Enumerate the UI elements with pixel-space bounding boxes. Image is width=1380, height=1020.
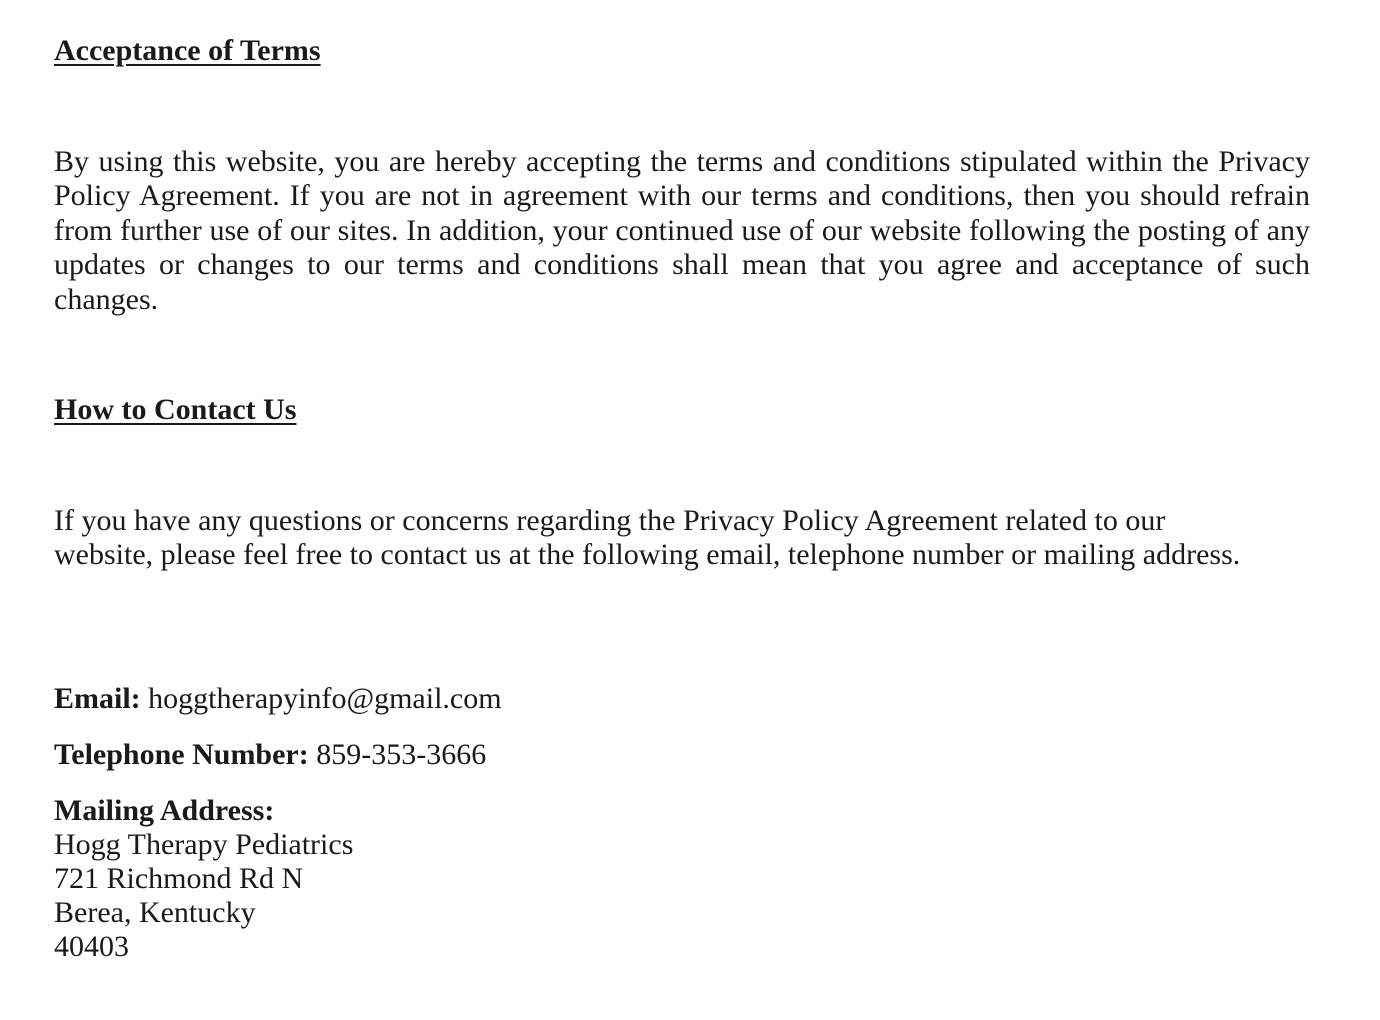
- address-line-zip: 40403: [54, 930, 129, 963]
- how-to-contact-us-heading: How to Contact Us: [54, 393, 297, 426]
- acceptance-of-terms-paragraph: By using this website, you are hereby accepting the terms and conditions stipulated within the Privacy Policy Agreement. If you are not in agreement with our terms and conditions, then you should refrain from further use of our sites. In addition, your continued use of our website following the posting of any updates or changes to our terms and conditions shall mean that you agree and acceptance of such changes.: [54, 145, 1310, 316]
- address-line-street: 721 Richmond Rd N: [54, 862, 304, 895]
- mailing-address-label: Mailing Address:: [54, 794, 275, 827]
- email-label: Email:: [54, 682, 149, 715]
- contact-us-paragraph: If you have any questions or concerns regarding the Privacy Policy Agreement related to our website, please feel free to contact us at the following email, telephone number or mailing address.: [54, 504, 1241, 572]
- address-line-city-state: Berea, Kentucky: [54, 896, 256, 929]
- mailing-address-block: [54, 794, 353, 964]
- telephone-value: 859-353-3666: [316, 738, 487, 771]
- telephone-row: [54, 738, 486, 772]
- telephone-label: Telephone Number:: [54, 738, 317, 771]
- address-line-organization: Hogg Therapy Pediatrics: [54, 828, 354, 861]
- email-link[interactable]: hoggtherapyinfo@gmail.com: [148, 682, 502, 715]
- email-row: [54, 682, 502, 716]
- acceptance-of-terms-heading: Acceptance of Terms: [54, 34, 321, 67]
